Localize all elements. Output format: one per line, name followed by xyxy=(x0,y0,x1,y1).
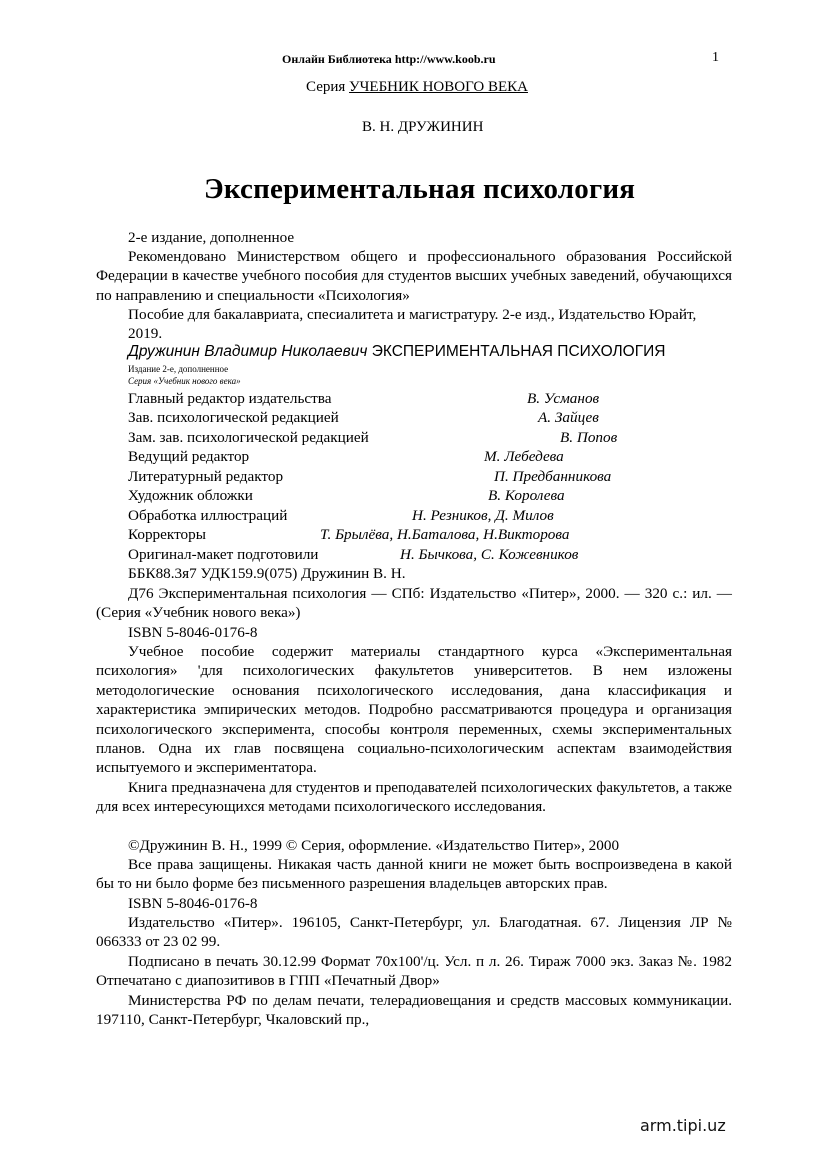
page-number: 1 xyxy=(712,50,719,65)
credit-name: Н. Бычкова, С. Кожевников xyxy=(400,546,579,563)
small-series: Серия «Учебник нового века» xyxy=(128,376,241,386)
audience-text: Книга предназначена для студентов и преподавателей психологических факультетов, а также для всех интересующихся методами психологического исследования. xyxy=(96,779,732,816)
credit-name: П. Предбанникова xyxy=(494,468,612,485)
credit-role: Зам. зав. психологической редакцией xyxy=(128,429,369,446)
credit-role: Обработка иллюстраций xyxy=(128,507,288,524)
printing-text: Подписано в печать 30.12.99 Формат 70х100'/ц. Усл. п л. 26. Тираж 7000 экз. Заказ №. 1982 Отпечатано с диапозитивов в ГПП «Печатный Двор» xyxy=(96,953,732,990)
footer-watermark: arm.tipi.uz xyxy=(640,1116,726,1135)
credit-name: В. Попов xyxy=(560,429,618,446)
credit-name: Т. Брылёва, Н.Баталова, Н.Викторова xyxy=(320,526,570,543)
credit-role: Зав. психологической редакцией xyxy=(128,409,339,426)
credit-role: Ведущий редактор xyxy=(128,448,250,465)
credit-name: М. Лебедева xyxy=(484,448,564,465)
ministry-paragraph xyxy=(96,991,732,1030)
credit-name: В. Королева xyxy=(488,487,565,504)
abstract-text: Учебное пособие содержит материалы стандартного курса «Экспериментальная психология» 'для психологических факультетов университетов. В нем изложены методологические основания психологического исследования, дана классификация и характеристика эмпирических методов. Подробно рассматриваются процедура и организация психологического эксперимента, способы контроля переменных, схемы экспериментальных планов. Одна их глав посвящена социально-психологическим аспектам взаимодействия испытуемого и экспериментатора. xyxy=(96,643,732,777)
credit-role: Оригинал-макет подготовили xyxy=(128,546,319,563)
isbn-line-2: ISBN 5-8046-0176-8 xyxy=(128,895,258,912)
publisher-paragraph xyxy=(96,913,732,952)
series-link[interactable]: УЧЕБНИК НОВОГО ВЕКА xyxy=(349,79,528,95)
bbk-line: ББК88.3я7 УДК159.9(075) Дружинин В. Н. xyxy=(128,565,406,582)
manual-paragraph: Пособие для бакалавриата, спесиалитета и магистратуру. 2-е изд., Издательство Юрайт, 2019. xyxy=(128,306,697,343)
abstract-paragraph xyxy=(96,642,732,778)
library-url-link[interactable]: http://www.koob.ru xyxy=(394,52,496,66)
edition-line: 2-е издание, дополненное xyxy=(128,229,295,246)
recommendation-text: Рекомендовано Министерством общего и профессионального образования Российской Федерации в качестве учебного пособия для студентов высших учебных заведений, обучающихся по направлению и специальности «Психология» xyxy=(96,248,732,304)
title-caps: ЭКСПЕРИМЕНТАЛЬНАЯ ПСИХОЛОГИЯ xyxy=(367,343,666,360)
library-header xyxy=(282,52,496,67)
author-name: В. Н. ДРУЖИНИН xyxy=(362,119,484,135)
recommendation-paragraph xyxy=(96,247,732,305)
credit-role: Литературный редактор xyxy=(128,468,284,485)
credit-role: Художник обложки xyxy=(128,487,253,504)
isbn-line: ISBN 5-8046-0176-8 xyxy=(128,624,258,641)
credit-name: А. Зайцев xyxy=(538,409,599,426)
d76-text: Д76 Экспериментальная психология — СПб: Издательство «Питер», 2000. — 320 с.: ил. — (Серия «Учебник нового века») xyxy=(96,585,732,622)
copyright-line: ©Дружинин В. Н., 1999 © Серия, оформление. «Издательство Питер», 2000 xyxy=(128,837,620,854)
credit-role: Главный редактор издательства xyxy=(128,390,332,407)
credit-name: В. Усманов xyxy=(527,390,600,407)
credit-role: Корректоры xyxy=(128,526,206,543)
rights-paragraph xyxy=(96,855,732,894)
d76-paragraph xyxy=(96,584,732,623)
library-label: Онлайн Библиотека xyxy=(282,52,395,66)
rights-text: Все права защищены. Никакая часть данной книги не может быть воспроизведена в какой бы то ни было форме без письменного разрешения владельцев авторских прав. xyxy=(96,856,732,893)
book-title: Экспериментальная психология xyxy=(204,173,636,205)
audience-paragraph xyxy=(96,778,732,817)
series-prefix: Серия xyxy=(306,79,350,95)
author-full-name: Дружинин Владимир Николаевич xyxy=(128,343,368,360)
publisher-text: Издательство «Питер». 196105, Санкт-Петербург, ул. Благодатная. 67. Лицензия ЛР № 066333 от 23 02 99. xyxy=(96,914,732,951)
author-title-line xyxy=(128,343,665,361)
ministry-text: Министерства РФ по делам печати, телерадиовещания и средств массовых коммуникации. 197110, Санкт-Петербург, Чкаловский пр., xyxy=(96,992,732,1029)
printing-paragraph xyxy=(96,952,732,991)
small-edition: Издание 2-е, дополненное xyxy=(128,364,229,374)
credit-name: Н. Резников, Д. Милов xyxy=(412,507,554,524)
series-line xyxy=(306,79,528,96)
